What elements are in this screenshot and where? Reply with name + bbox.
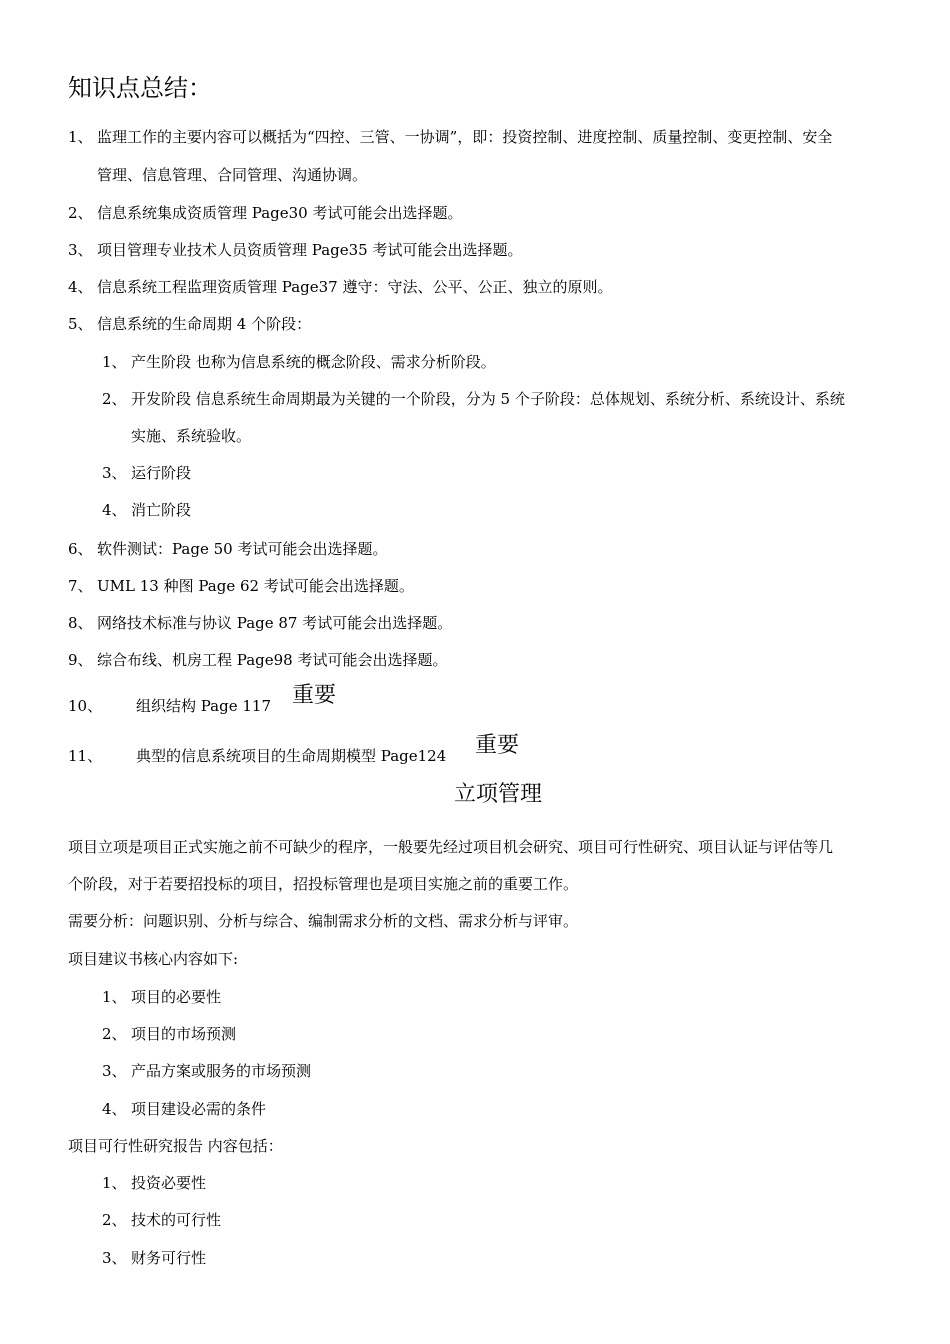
list-number: 10、 xyxy=(68,697,103,715)
list-number: 11、 xyxy=(68,747,103,765)
list-number: 8、 xyxy=(68,614,93,632)
paragraph-text: 需要分析：问题识别、分析与综合、编制需求分析的文档、需求分析与评审。 xyxy=(68,912,579,930)
paragraph-text-continued: 个阶段，对于若要招投标的项目，招投标管理也是项目实施之前的重要工作。 xyxy=(68,875,579,893)
sublist-item-text: 产生阶段 也称为信息系统的概念阶段、需求分析阶段。 xyxy=(131,353,496,371)
sublist-item-text: 财务可行性 xyxy=(131,1249,207,1267)
list-number: 6、 xyxy=(68,540,93,558)
list-item-text: 监理工作的主要内容可以概括为“四控、三管、一协调”，即：投资控制、进度控制、质量控制、变更控制、安全 xyxy=(97,128,833,146)
paragraph-text: 项目建议书核心内容如下: xyxy=(68,950,239,968)
sublist-item-text: 技术的可行性 xyxy=(131,1211,222,1229)
list-number: 7、 xyxy=(68,577,93,595)
list-item-text: 组织结构 Page 117 xyxy=(136,697,272,715)
list-item-text: 综合布线、机房工程 Page98 考试可能会出选择题。 xyxy=(97,651,448,669)
important-mark: 重要 xyxy=(292,683,337,708)
important-mark: 重要 xyxy=(475,733,520,758)
list-item-text: 信息系统集成资质管理 Page30 考试可能会出选择题。 xyxy=(97,204,463,222)
sublist-item-text: 产品方案或服务的市场预测 xyxy=(131,1062,312,1080)
list-item-text: 信息系统工程监理资质管理 Page37 遵守：守法、公平、公正、独立的原则。 xyxy=(97,278,613,296)
list-item-text: 项目管理专业技术人员资质管理 Page35 考试可能会出选择题。 xyxy=(97,241,523,259)
list-item-text: 软件测试：Page 50 考试可能会出选择题。 xyxy=(97,540,388,558)
paragraph-text: 项目立项是项目正式实施之前不可缺少的程序，一般要先经过项目机会研究、项目可行性研究、项目认证与评估等几 xyxy=(68,838,834,856)
list-number: 4、 xyxy=(68,278,93,296)
sublist-number: 4、 xyxy=(102,501,127,519)
list-number: 2、 xyxy=(68,204,93,222)
sublist-number: 2、 xyxy=(102,390,127,408)
sublist-number: 3、 xyxy=(102,464,127,482)
list-number: 3、 xyxy=(68,241,93,259)
section-title: 立项管理 xyxy=(453,782,542,807)
sublist-number: 3、 xyxy=(102,1249,127,1267)
list-number: 5、 xyxy=(68,315,93,333)
sublist-item-text: 投资必要性 xyxy=(131,1174,207,1192)
page-title: 知识点总结： xyxy=(68,74,212,102)
sublist-number: 2、 xyxy=(102,1025,127,1043)
paragraph-text: 项目可行性研究报告 内容包括： xyxy=(68,1137,283,1155)
sublist-item-text: 运行阶段 xyxy=(131,464,192,482)
list-item-text: 网络技术标准与协议 Page 87 考试可能会出选择题。 xyxy=(97,614,453,632)
sublist-item-text: 项目建设必需的条件 xyxy=(131,1100,267,1118)
sublist-item-text: 开发阶段 信息系统生命周期最为关键的一个阶段，分为 5 个子阶段：总体规划、系统分析、系统设计、系统 xyxy=(131,390,845,408)
sublist-number: 1、 xyxy=(102,353,127,371)
sublist-number: 1、 xyxy=(102,988,127,1006)
list-item-text: 信息系统的生命周期 4 个阶段： xyxy=(97,315,312,333)
sublist-item-text: 项目的必要性 xyxy=(131,988,222,1006)
sublist-item-text: 消亡阶段 xyxy=(131,501,192,519)
list-item-text: UML 13 种图 Page 62 考试可能会出选择题。 xyxy=(97,577,414,595)
sublist-item-text: 项目的市场预测 xyxy=(131,1025,237,1043)
list-number: 9、 xyxy=(68,651,93,669)
sublist-number: 4、 xyxy=(102,1100,127,1118)
sublist-item-text-continued: 实施、系统验收。 xyxy=(131,427,252,445)
sublist-number: 2、 xyxy=(102,1211,127,1229)
list-item-text-continued: 管理、信息管理、合同管理、沟通协调。 xyxy=(97,166,368,184)
sublist-number: 3、 xyxy=(102,1062,127,1080)
sublist-number: 1、 xyxy=(102,1174,127,1192)
list-number: 1、 xyxy=(68,128,93,146)
list-item-text: 典型的信息系统项目的生命周期模型 Page124 xyxy=(136,747,447,765)
